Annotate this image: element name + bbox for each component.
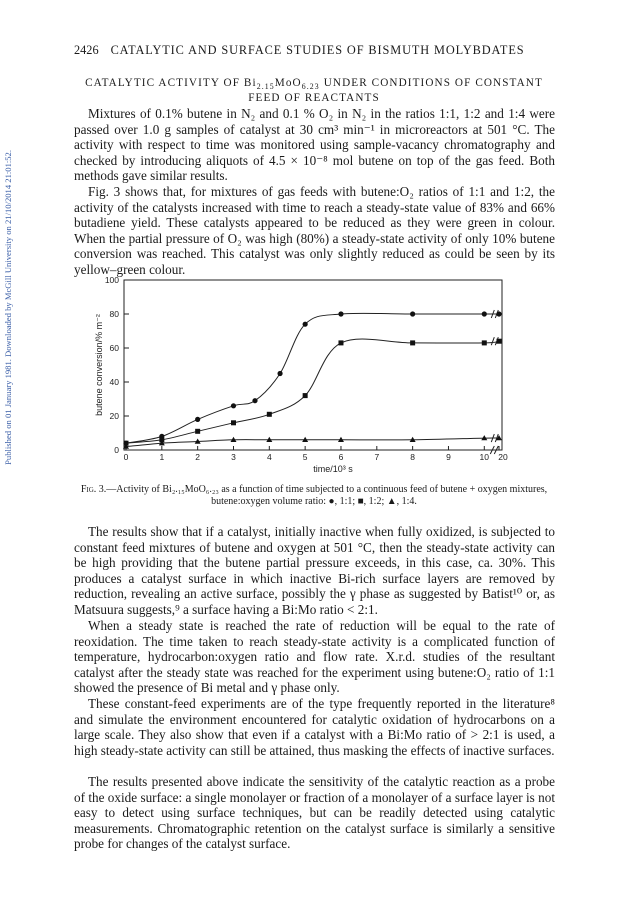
x-tick-label: 10 [479, 452, 490, 462]
data-point-circle [231, 403, 236, 408]
section-heading-line-2: FEED OF REACTANTS [248, 92, 380, 104]
y-tick-label: 40 [109, 377, 119, 387]
data-point-square [482, 340, 487, 345]
x-tick-label: 7 [374, 452, 380, 462]
y-axis-label: butene conversion/% m⁻² [94, 314, 104, 416]
page-number: 2426 [74, 43, 99, 57]
section-heading [74, 76, 554, 106]
paragraph-4: When a steady state is reached the rate of reduction will be equal to the rate of reoxidation. The time taken to reach steady-state activity is a complicated function of temperature, hydrocarbon:oxygen ratio and flow rate. X.r.d. studies of the resultant catalyst after the steady state was reached for the experiment using butene:O₂ ratio of 1:1 showed the presence of Bi metal and γ phase only. [74, 618, 555, 696]
series-line-circle [126, 313, 499, 443]
x-tick-label: 20 [498, 452, 508, 462]
data-point-square [410, 340, 415, 345]
figure-3-chart [74, 270, 564, 480]
x-tick-label: 9 [446, 452, 451, 462]
x-axis-label: time/10³ s [313, 464, 353, 474]
y-tick-label: 100 [104, 275, 119, 285]
running-header [74, 43, 554, 58]
data-point-circle [482, 311, 487, 316]
paragraph-2: Fig. 3 shows that, for mixtures of gas feeds with butene:O₂ ratios of 1:1 and 1:2, the activity of the catalysts increased with time to reach a steady-state value of 83% and 66% butadiene yield. These catalysts appeared to be reduced as they were green in colour. When the partial pressure of O₂ was high (80%) a steady-state activity of only 10% butene conversion was reached. This catalyst was only slightly reduced as could be seen by its yellow–green colour. [74, 184, 555, 277]
plot-frame [124, 280, 502, 450]
y-tick-label: 0 [114, 445, 119, 455]
running-title: CATALYTIC AND SURFACE STUDIES OF BISMUTH MOLYBDATES [110, 43, 525, 57]
data-point-circle [303, 322, 308, 327]
data-point-circle [195, 417, 200, 422]
x-tick-label: 0 [123, 452, 129, 462]
x-tick-label: 5 [302, 452, 308, 462]
y-tick-label: 20 [109, 411, 119, 421]
data-point-circle [252, 398, 257, 403]
x-tick-label: 3 [231, 452, 236, 462]
y-tick-label: 60 [109, 343, 119, 353]
data-point-square [338, 340, 343, 345]
data-point-square [267, 412, 272, 417]
x-tick-label: 6 [338, 452, 344, 462]
paragraph-6: The results presented above indicate the sensitivity of the catalytic reaction as a probe of the oxide surface: a single monolayer or fraction of a monolayer of a surface layer is not easy to detect using surface techniques, but can be readily detected using catalytic measurements. Chromatographic retention on the catalyst surface is similarly a sensitive probe for changes of the catalyst surface. [74, 774, 555, 852]
x-tick-label: 4 [266, 452, 272, 462]
series-line-triangle [126, 438, 499, 447]
download-notice: Published on 01 January 1981. Downloaded by McGill University on 21/10/2014 21:01:52. [3, 150, 13, 465]
data-point-circle [338, 311, 343, 316]
data-point-square [231, 420, 236, 425]
data-point-circle [277, 371, 282, 376]
x-tick-label: 2 [195, 452, 201, 462]
paragraph-5: These constant-feed experiments are of the type frequently reported in the literature⁸ and simulate the environment encountered for catalytic oxidation of hydrocarbons on a large scale. They also show that even if a catalyst with a Bi:Mo ratio of > 2:1 is used, a high steady-state activity can still be attained, thus masking the effects of inactive surfaces. [74, 696, 555, 758]
figure-label: Fig. 3. [80, 484, 107, 495]
data-point-square [303, 393, 308, 398]
data-point-square [497, 339, 502, 344]
data-point-square [195, 429, 200, 434]
x-tick-label: 8 [410, 452, 416, 462]
figure-caption-text: —Activity of Bi₂.₁₅MoO₆.₂₃ as a function of time subjected to a continuous feed of butene + oxygen mixtures, butene:oxygen volume ratio: ●, 1:1; ■, 1:2; ▲, 1:4. [106, 484, 548, 508]
section-heading-line-1: CATALYTIC ACTIVITY OF $Bi_{2.15}MoO_{6.23}$ UNDER CONDITIONS OF CONSTANT [85, 77, 543, 92]
x-tick-label: 1 [159, 452, 165, 462]
data-point-circle [496, 311, 501, 316]
paragraph-3: The results show that if a catalyst, initially inactive when fully oxidized, is subjected to constant feed mixtures of butene and oxygen at 501 °C, then the steady-state activity can be high providing that the butene partial pressure exceeds, in this case, ca. 30%. This produces a catalyst surface in which inactive Bi-rich surface layers are removed by reduction, revealing an active surface, possibly the γ phase as suggested by Batist¹⁰ or, as Matsuura suggests,⁹ a surface having a Bi:Mo ratio < 2:1. [74, 524, 555, 617]
data-point-circle [410, 311, 415, 316]
figure-caption [74, 484, 554, 509]
paragraph-1: Mixtures of 0.1% butene in N₂ and 0.1 % O₂ in N₂ in the ratios 1:1, 1:2 and 1:4 were passed over 1.0 g samples of catalyst at 30 cm³ min⁻¹ in microreactors at 501 °C. The activity with respect to time was monitored using sample-vacancy chromatography and checked by introducing aliquots of 4.5 × 10⁻⁸ mol butene on top of the gas feed. Both methods gave similar results. [74, 106, 555, 184]
y-tick-label: 80 [109, 309, 119, 319]
